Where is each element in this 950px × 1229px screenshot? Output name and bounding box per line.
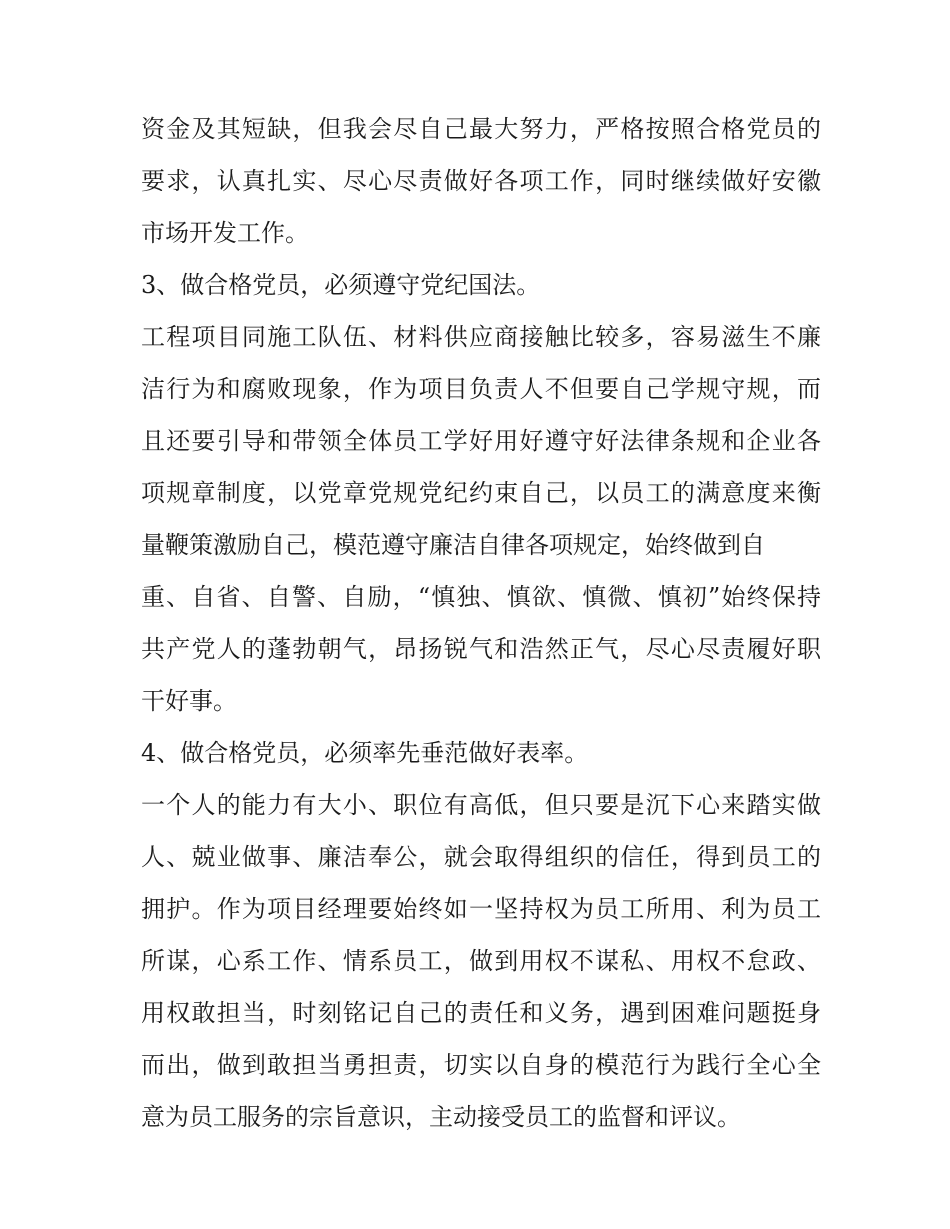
text-line: 干好事。 [141,687,237,715]
text-line: 人、兢业做事、廉洁奉公，就会取得组织的信任，得到员工的 [141,843,821,871]
section-heading-3 [141,259,821,311]
text-line: 洁行为和腐败现象，作为项目负责人不但要自己学规守规，而 [141,375,821,403]
text-line: 用权敢担当，时刻铭记自己的责任和义务，遇到困难问题挺身 [141,999,821,1027]
section-heading-4 [141,727,821,779]
text-line: 项规章制度，以党章党规党纪约束自己，以员工的满意度来衡 [141,479,821,507]
document-body [141,103,821,1143]
text-line: 工程项目同施工队伍、材料供应商接触比较多，容易滋生不廉 [141,323,821,351]
text-line: 意为员工服务的宗旨意识，主动接受员工的监督和评议。 [141,1103,741,1131]
text-line: 一个人的能力有大小、职位有高低，但只要是沉下心来踏实做 [141,791,821,819]
paragraph-section-3 [141,311,821,727]
text-line: 资金及其短缺，但我会尽自己最大努力，严格按照合格党员的 [141,115,821,143]
text-line: 重、自省、自警、自励，“慎独、慎欲、慎微、慎初”始终保持 [141,583,821,611]
text-line: 市场开发工作。 [141,219,309,247]
text-line: 所谋，心系工作、情系员工，做到用权不谋私、用权不怠政、 [141,947,821,975]
text-line: 拥护。作为项目经理要始终如一坚持权为员工所用、利为员工 [141,895,821,923]
text-line: 共产党人的蓬勃朝气，昂扬锐气和浩然正气，尽心尽责履好职 [141,635,821,663]
heading-line: 4、做合格党员，必须率先垂范做好表率。 [141,739,589,767]
text-line: 量鞭策激励自己，模范遵守廉洁自律各项规定，始终做到自 [141,531,765,559]
text-line: 而出，做到敢担当勇担责，切实以自身的模范行为践行全心全 [141,1051,821,1079]
paragraph-section-4 [141,779,821,1143]
text-line: 且还要引导和带领全体员工学好用好遵守好法律条规和企业各 [141,427,821,455]
text-line: 要求，认真扎实、尽心尽责做好各项工作，同时继续做好安徽 [141,167,821,195]
paragraph-continued [141,103,821,259]
heading-line: 3、做合格党员，必须遵守党纪国法。 [141,271,541,299]
